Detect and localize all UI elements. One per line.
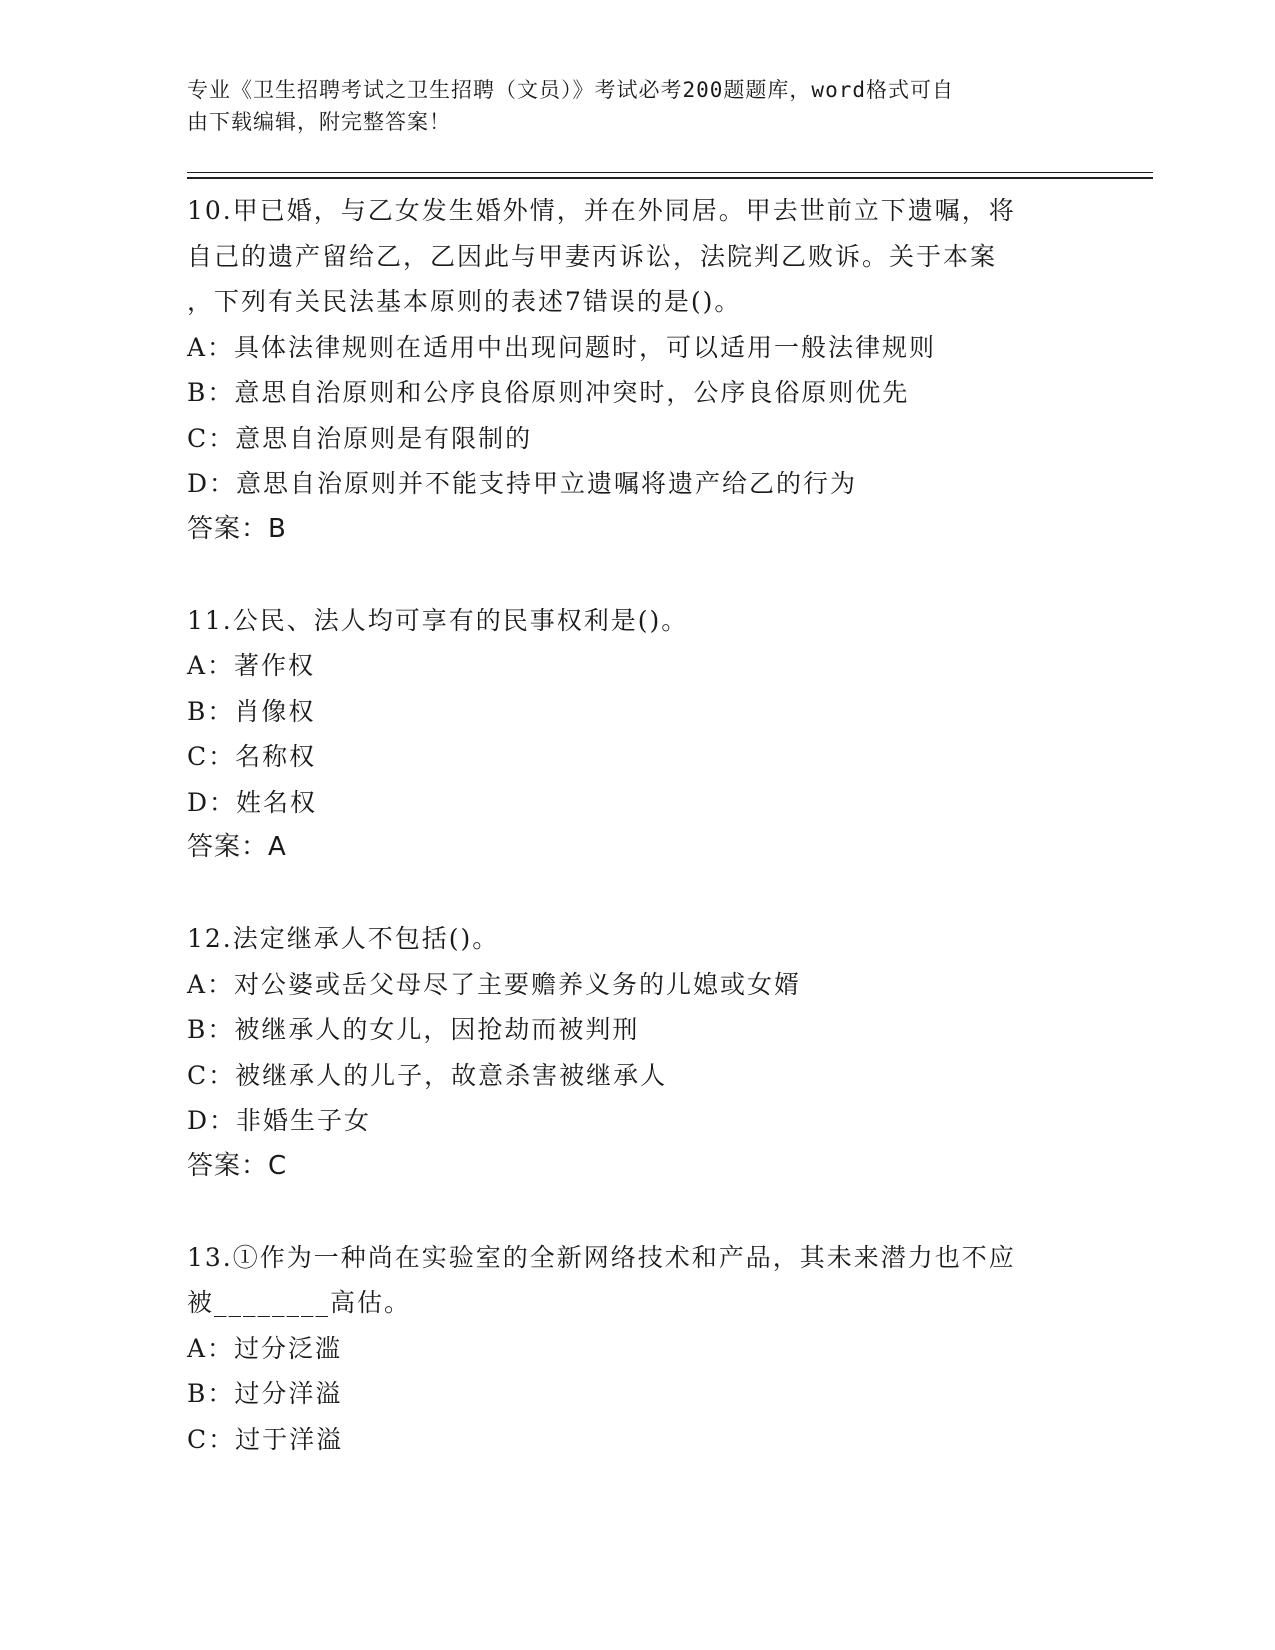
header-rule-top [187, 172, 1153, 173]
question-stem-line: 自己的遗产留给乙，乙因此与甲妻丙诉讼，法院判乙败诉。关于本案 [187, 241, 998, 271]
question-spacer [187, 1189, 1147, 1235]
option-b: B：被继承人的女儿，因抢劫而被判刑 [187, 1015, 640, 1044]
question-stem-line: 11.公民、法人均可享有的民事权利是()。 [187, 605, 689, 635]
question-13 [187, 1235, 1147, 1463]
option-c: C：名称权 [187, 742, 317, 771]
option-b: B：肖像权 [187, 696, 316, 726]
option-a: A：著作权 [187, 651, 316, 680]
option-d: D：意思自治原则并不能支持甲立遗嘱将遗产给乙的行为 [187, 469, 858, 498]
option-b: B：意思自治原则和公序良俗原则冲突时，公序良俗原则优先 [187, 378, 910, 407]
option-c: C：被继承人的儿子，故意杀害被继承人 [187, 1060, 668, 1090]
question-spacer [187, 871, 1147, 917]
question-stem-line: 被________高估。 [187, 1288, 412, 1317]
header-rule-bottom [187, 177, 1153, 179]
header-line-1: 专业《卫生招聘考试之卫生招聘（文员）》考试必考200题题库，word格式可自 [187, 78, 954, 102]
answer-label: 答案：A [187, 832, 287, 862]
question-stem-line: 10.甲已婚，与乙女发生婚外情，并在外同居。甲去世前立下遗嘱，将 [187, 196, 1016, 225]
question-list [187, 188, 1147, 1462]
answer-label: 答案：B [187, 513, 287, 544]
header-line-2: 由下载编辑，附完整答案！ [187, 110, 451, 134]
option-d: D：姓名权 [187, 787, 318, 817]
answer-label: 答案：C [187, 1150, 288, 1181]
option-a: A：具体法律规则在适用中出现问题时，可以适用一般法律规则 [187, 332, 937, 362]
document-header [187, 74, 1067, 138]
option-c: C：过于洋溢 [187, 1424, 344, 1454]
question-stem-line: ，下列有关民法基本原则的表述7错误的是()。 [187, 287, 742, 316]
question-10 [187, 188, 1147, 552]
option-a: A：过分泛滥 [187, 1333, 343, 1363]
question-spacer [187, 552, 1147, 598]
question-stem-line: 13.①作为一种尚在实验室的全新网络技术和产品，其未来潜力也不应 [187, 1242, 1016, 1272]
option-c: C：意思自治原则是有限制的 [187, 423, 533, 453]
option-a: A：对公婆或岳父母尽了主要赡养义务的儿媳或女婿 [187, 969, 802, 999]
option-d: D：非婚生子女 [187, 1106, 372, 1135]
question-11 [187, 598, 1147, 871]
question-stem-line: 12.法定继承人不包括()。 [187, 924, 500, 953]
question-12 [187, 916, 1147, 1189]
option-b: B：过分洋溢 [187, 1379, 343, 1408]
